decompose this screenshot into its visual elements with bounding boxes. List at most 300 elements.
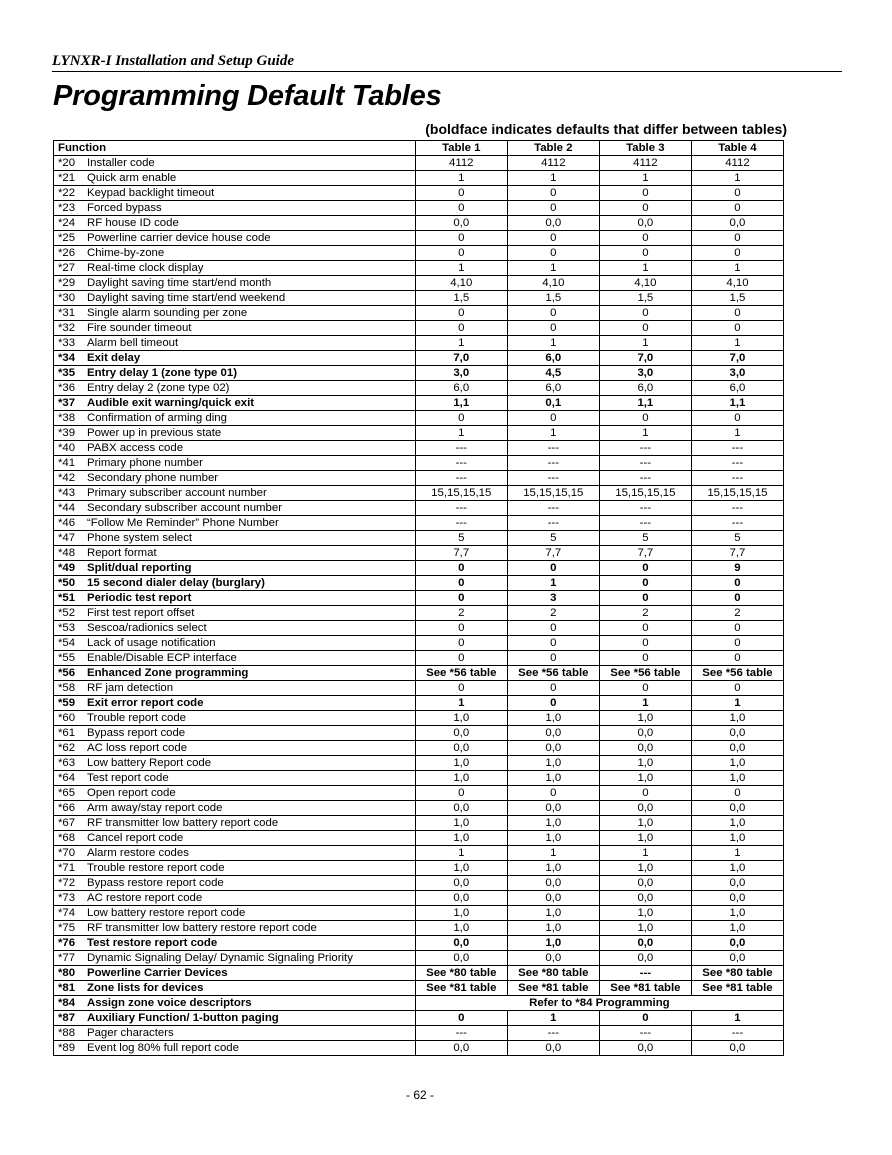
value-cell-table-2: 0,0 (507, 891, 599, 906)
field-number: *26 (58, 247, 76, 259)
function-name: Low battery restore report code (87, 907, 246, 919)
field-number: *29 (58, 277, 76, 289)
function-name: Daylight saving time start/end weekend (87, 292, 286, 304)
value-cell-table-2: 7,7 (507, 546, 599, 561)
value-cell-table-2: 0,0 (507, 741, 599, 756)
field-number: *38 (58, 412, 76, 424)
function-cell (54, 846, 416, 861)
value-cell-table-1: 0 (415, 231, 507, 246)
value-cell-table-2: --- (507, 471, 599, 486)
page-number: - 62 - (405, 1088, 434, 1102)
table-row (54, 201, 784, 216)
function-name: Entry delay 1 (zone type 01) (87, 367, 238, 379)
function-cell (54, 966, 416, 981)
value-cell-table-4: 0 (691, 681, 783, 696)
function-cell (54, 231, 416, 246)
value-cell-table-1: 15,15,15,15 (415, 486, 507, 501)
table-row (54, 336, 784, 351)
value-cell-table-2: 1,0 (507, 906, 599, 921)
field-number: *24 (58, 217, 76, 229)
value-cell-table-2: 1,0 (507, 861, 599, 876)
value-cell-table-1: 0 (415, 576, 507, 591)
table-row (54, 861, 784, 876)
table-row (54, 1011, 784, 1026)
value-cell-table-1: 1 (415, 336, 507, 351)
value-cell-table-1: See *81 table (415, 981, 507, 996)
value-cell-table-4: 1 (691, 1011, 783, 1026)
value-cell-table-3: 0 (599, 306, 691, 321)
value-cell-table-3: 15,15,15,15 (599, 486, 691, 501)
field-number: *42 (58, 472, 76, 484)
value-cell-table-1: 7,7 (415, 546, 507, 561)
value-cell-table-2: 1 (507, 576, 599, 591)
value-cell-table-4: 0 (691, 186, 783, 201)
table-row (54, 411, 784, 426)
field-number: *27 (58, 262, 76, 274)
function-cell (54, 651, 416, 666)
function-cell (54, 456, 416, 471)
value-cell-table-2: 0 (507, 246, 599, 261)
table-row (54, 681, 784, 696)
value-cell-table-3: 1,0 (599, 831, 691, 846)
value-cell-table-1: --- (415, 441, 507, 456)
value-cell-table-2: 1,0 (507, 831, 599, 846)
field-number: *64 (58, 772, 76, 784)
field-number: *23 (58, 202, 76, 214)
value-cell-table-1: 5 (415, 531, 507, 546)
value-cell-table-3: 0 (599, 561, 691, 576)
table-row (54, 816, 784, 831)
value-cell-table-4: --- (691, 516, 783, 531)
field-number: *37 (58, 397, 76, 409)
value-cell-table-4: 0 (691, 246, 783, 261)
function-name: “Follow Me Reminder” Phone Number (87, 517, 279, 529)
value-cell-table-4: --- (691, 471, 783, 486)
value-cell-table-2: 6,0 (507, 351, 599, 366)
value-cell-table-3: 1,0 (599, 771, 691, 786)
function-cell (54, 636, 416, 651)
table-row (54, 501, 784, 516)
value-cell-table-3: 1 (599, 846, 691, 861)
value-cell-table-1: --- (415, 471, 507, 486)
table-body (54, 156, 784, 1056)
value-cell-table-3: 1,0 (599, 906, 691, 921)
value-cell-table-1: 0,0 (415, 1041, 507, 1056)
table-row (54, 276, 784, 291)
value-cell-table-1: 1,0 (415, 921, 507, 936)
value-cell-table-4: --- (691, 1026, 783, 1041)
field-number: *34 (58, 352, 76, 364)
value-cell-table-4: 0 (691, 576, 783, 591)
value-cell-table-4: 1,0 (691, 831, 783, 846)
table-row (54, 846, 784, 861)
function-cell (54, 831, 416, 846)
field-number: *25 (58, 232, 76, 244)
function-name: Secondary subscriber account number (87, 502, 283, 514)
function-cell (54, 501, 416, 516)
value-cell-table-4: 1,0 (691, 861, 783, 876)
value-cell-table-2: 1,0 (507, 711, 599, 726)
value-cell-table-1: See *80 table (415, 966, 507, 981)
value-cell-table-4: --- (691, 501, 783, 516)
value-cell-table-4: 0 (691, 621, 783, 636)
field-number: *73 (58, 892, 76, 904)
table-row (54, 771, 784, 786)
value-cell-table-1: 6,0 (415, 381, 507, 396)
value-cell-table-3: --- (599, 516, 691, 531)
function-cell (54, 816, 416, 831)
value-cell-table-4: 0 (691, 321, 783, 336)
value-cell-table-2: 0,0 (507, 951, 599, 966)
value-cell-table-4: 1,0 (691, 756, 783, 771)
value-cell-table-2: 4,10 (507, 276, 599, 291)
function-cell (54, 336, 416, 351)
function-cell (54, 741, 416, 756)
value-cell-table-2: See *81 table (507, 981, 599, 996)
value-cell-table-2: 4112 (507, 156, 599, 171)
spanning-value-cell: Refer to *84 Programming (415, 996, 783, 1011)
function-name: Report format (87, 547, 157, 559)
table-row (54, 381, 784, 396)
function-cell (54, 711, 416, 726)
value-cell-table-1: 4112 (415, 156, 507, 171)
function-name: Alarm restore codes (87, 847, 189, 859)
field-number: *65 (58, 787, 76, 799)
function-name: Zone lists for devices (87, 982, 204, 994)
value-cell-table-4: 0 (691, 411, 783, 426)
value-cell-table-4: 9 (691, 561, 783, 576)
field-number: *32 (58, 322, 76, 334)
table-note: (boldface indicates defaults that differ between tables) (425, 121, 787, 137)
value-cell-table-3: 1 (599, 336, 691, 351)
field-number: *50 (58, 577, 76, 589)
value-cell-table-2: 0 (507, 786, 599, 801)
function-cell (54, 786, 416, 801)
value-cell-table-4: 1,1 (691, 396, 783, 411)
value-cell-table-1: 0 (415, 621, 507, 636)
value-cell-table-2: 1 (507, 171, 599, 186)
table-row (54, 1041, 784, 1056)
value-cell-table-2: 0 (507, 186, 599, 201)
table-row (54, 666, 784, 681)
value-cell-table-1: 0 (415, 1011, 507, 1026)
field-number: *71 (58, 862, 76, 874)
value-cell-table-4: 0,0 (691, 936, 783, 951)
table-row (54, 306, 784, 321)
value-cell-table-3: 4112 (599, 156, 691, 171)
function-name: Confirmation of arming ding (87, 412, 227, 424)
value-cell-table-1: 7,0 (415, 351, 507, 366)
field-number: *58 (58, 682, 76, 694)
value-cell-table-1: 1 (415, 846, 507, 861)
value-cell-table-3: 0,0 (599, 951, 691, 966)
value-cell-table-2: 2 (507, 606, 599, 621)
value-cell-table-3: 1,1 (599, 396, 691, 411)
value-cell-table-2: 0 (507, 621, 599, 636)
function-cell (54, 546, 416, 561)
value-cell-table-4: 1 (691, 696, 783, 711)
table-row (54, 531, 784, 546)
table-row (54, 741, 784, 756)
function-name: Exit error report code (87, 697, 204, 709)
value-cell-table-3: 0 (599, 186, 691, 201)
field-number: *53 (58, 622, 76, 634)
value-cell-table-3: --- (599, 471, 691, 486)
function-cell (54, 756, 416, 771)
value-cell-table-4: 4112 (691, 156, 783, 171)
value-cell-table-3: 1 (599, 426, 691, 441)
table-row (54, 981, 784, 996)
function-cell (54, 696, 416, 711)
table-row (54, 486, 784, 501)
table-row (54, 591, 784, 606)
value-cell-table-2: 1,0 (507, 771, 599, 786)
value-cell-table-4: 1 (691, 171, 783, 186)
field-number: *77 (58, 952, 76, 964)
value-cell-table-3: 1,5 (599, 291, 691, 306)
value-cell-table-3: 1,0 (599, 861, 691, 876)
column-header-table-3: Table 3 (599, 141, 691, 156)
value-cell-table-4: 4,10 (691, 276, 783, 291)
value-cell-table-3: --- (599, 966, 691, 981)
function-cell (54, 591, 416, 606)
function-name: Trouble restore report code (87, 862, 225, 874)
value-cell-table-1: 0,0 (415, 801, 507, 816)
field-number: *75 (58, 922, 76, 934)
value-cell-table-2: 0,0 (507, 876, 599, 891)
value-cell-table-2: 0 (507, 306, 599, 321)
field-number: *89 (58, 1042, 76, 1054)
value-cell-table-2: 1 (507, 426, 599, 441)
table-row (54, 186, 784, 201)
field-number: *30 (58, 292, 76, 304)
field-number: *39 (58, 427, 76, 439)
function-name: Dynamic Signaling Delay/ Dynamic Signaling Priority (87, 952, 353, 964)
table-row (54, 1026, 784, 1041)
function-cell (54, 801, 416, 816)
value-cell-table-2: 1 (507, 261, 599, 276)
function-name: Assign zone voice descriptors (87, 997, 252, 1009)
table-row (54, 906, 784, 921)
function-name: Bypass report code (87, 727, 186, 739)
function-cell (54, 201, 416, 216)
function-cell (54, 276, 416, 291)
table-header-row (54, 141, 784, 156)
value-cell-table-3: 0,0 (599, 1041, 691, 1056)
function-name: Alarm bell timeout (87, 337, 179, 349)
function-cell (54, 891, 416, 906)
function-name: Chime-by-zone (87, 247, 165, 259)
value-cell-table-3: 0 (599, 591, 691, 606)
field-number: *62 (58, 742, 76, 754)
value-cell-table-4: 0,0 (691, 216, 783, 231)
defaults-table (53, 140, 784, 1056)
function-name: Audible exit warning/quick exit (87, 397, 255, 409)
value-cell-table-3: 0,0 (599, 741, 691, 756)
function-name: Sescoa/radionics select (87, 622, 207, 634)
value-cell-table-1: --- (415, 501, 507, 516)
value-cell-table-1: 0 (415, 411, 507, 426)
function-cell (54, 876, 416, 891)
value-cell-table-3: 0 (599, 1011, 691, 1026)
value-cell-table-2: 15,15,15,15 (507, 486, 599, 501)
column-header-table-4: Table 4 (691, 141, 783, 156)
value-cell-table-1: 0 (415, 201, 507, 216)
field-number: *74 (58, 907, 76, 919)
table-row (54, 621, 784, 636)
table-row (54, 921, 784, 936)
function-cell (54, 921, 416, 936)
value-cell-table-1: 1,0 (415, 906, 507, 921)
table-row (54, 696, 784, 711)
table-row (54, 546, 784, 561)
table-row (54, 231, 784, 246)
value-cell-table-4: 7,7 (691, 546, 783, 561)
table-row (54, 831, 784, 846)
table-row (54, 576, 784, 591)
value-cell-table-4: 1 (691, 336, 783, 351)
function-name: Daylight saving time start/end month (87, 277, 272, 289)
value-cell-table-1: 0 (415, 636, 507, 651)
function-cell (54, 561, 416, 576)
table-row (54, 891, 784, 906)
value-cell-table-2: See *80 table (507, 966, 599, 981)
function-name: Single alarm sounding per zone (87, 307, 248, 319)
table-row (54, 636, 784, 651)
function-name: Enable/Disable ECP interface (87, 652, 237, 664)
value-cell-table-3: 0 (599, 786, 691, 801)
value-cell-table-4: 1 (691, 261, 783, 276)
column-header-table-1: Table 1 (415, 141, 507, 156)
function-cell (54, 396, 416, 411)
value-cell-table-3: 0 (599, 201, 691, 216)
table-row (54, 216, 784, 231)
table-row (54, 936, 784, 951)
function-name: Low battery Report code (87, 757, 212, 769)
value-cell-table-1: 1,0 (415, 771, 507, 786)
function-name: Forced bypass (87, 202, 162, 214)
table-row (54, 756, 784, 771)
value-cell-table-4: 5 (691, 531, 783, 546)
value-cell-table-3: 0 (599, 231, 691, 246)
function-name: Phone system select (87, 532, 193, 544)
value-cell-table-4: 0 (691, 231, 783, 246)
field-number: *36 (58, 382, 76, 394)
value-cell-table-3: 1,0 (599, 756, 691, 771)
field-number: *31 (58, 307, 76, 319)
field-number: *41 (58, 457, 76, 469)
field-number: *81 (58, 982, 76, 994)
table-row (54, 966, 784, 981)
field-number: *54 (58, 637, 76, 649)
value-cell-table-3: See *81 table (599, 981, 691, 996)
function-name: Primary phone number (87, 457, 203, 469)
function-cell (54, 171, 416, 186)
value-cell-table-4: See *56 table (691, 666, 783, 681)
function-name: Entry delay 2 (zone type 02) (87, 382, 230, 394)
value-cell-table-4: 0,0 (691, 951, 783, 966)
function-name: Powerline carrier device house code (87, 232, 271, 244)
value-cell-table-2: 1 (507, 1011, 599, 1026)
value-cell-table-1: 1,0 (415, 861, 507, 876)
field-number: *49 (58, 562, 76, 574)
value-cell-table-1: 0 (415, 786, 507, 801)
field-number: *20 (58, 157, 76, 169)
value-cell-table-1: 0,0 (415, 216, 507, 231)
value-cell-table-3: 0 (599, 681, 691, 696)
value-cell-table-4: 0 (691, 591, 783, 606)
value-cell-table-3: 0 (599, 636, 691, 651)
function-cell (54, 441, 416, 456)
function-cell (54, 861, 416, 876)
value-cell-table-3: 0,0 (599, 726, 691, 741)
value-cell-table-3: 0,0 (599, 801, 691, 816)
function-name: Trouble report code (87, 712, 186, 724)
value-cell-table-4: 0 (691, 786, 783, 801)
guide-header: LYNXR-I Installation and Setup Guide (52, 53, 294, 69)
table-row (54, 516, 784, 531)
function-name: Cancel report code (87, 832, 184, 844)
value-cell-table-4: 0,0 (691, 726, 783, 741)
table-row (54, 366, 784, 381)
value-cell-table-1: --- (415, 456, 507, 471)
function-name: Exit delay (87, 352, 141, 364)
value-cell-table-4: 1,0 (691, 711, 783, 726)
function-cell (54, 306, 416, 321)
value-cell-table-2: 0,0 (507, 801, 599, 816)
field-number: *87 (58, 1012, 76, 1024)
field-number: *72 (58, 877, 76, 889)
value-cell-table-4: --- (691, 441, 783, 456)
value-cell-table-1: 1,5 (415, 291, 507, 306)
function-cell (54, 156, 416, 171)
function-name: Split/dual reporting (87, 562, 192, 574)
function-name: Lack of usage notification (87, 637, 216, 649)
function-name: PABX access code (87, 442, 184, 454)
value-cell-table-2: 1 (507, 846, 599, 861)
value-cell-table-4: 0,0 (691, 891, 783, 906)
table-row (54, 246, 784, 261)
value-cell-table-1: 1 (415, 426, 507, 441)
function-cell (54, 771, 416, 786)
function-name: Enhanced Zone programming (87, 667, 249, 679)
value-cell-table-3: 1,0 (599, 711, 691, 726)
field-number: *55 (58, 652, 76, 664)
value-cell-table-4: 2 (691, 606, 783, 621)
value-cell-table-2: --- (507, 1026, 599, 1041)
value-cell-table-1: 3,0 (415, 366, 507, 381)
function-name: Power up in previous state (87, 427, 222, 439)
value-cell-table-1: 2 (415, 606, 507, 621)
value-cell-table-3: --- (599, 456, 691, 471)
table-row (54, 426, 784, 441)
value-cell-table-1: 1,0 (415, 831, 507, 846)
value-cell-table-1: 1,0 (415, 816, 507, 831)
value-cell-table-1: 1,0 (415, 711, 507, 726)
function-cell (54, 366, 416, 381)
value-cell-table-1: 0 (415, 591, 507, 606)
table-row (54, 951, 784, 966)
value-cell-table-2: 1,5 (507, 291, 599, 306)
value-cell-table-4: See *80 table (691, 966, 783, 981)
function-name: Fire sounder timeout (87, 322, 192, 334)
function-name: Test report code (87, 772, 169, 784)
function-cell (54, 486, 416, 501)
function-cell (54, 351, 416, 366)
table-row (54, 651, 784, 666)
value-cell-table-3: 0,0 (599, 216, 691, 231)
table-row (54, 876, 784, 891)
